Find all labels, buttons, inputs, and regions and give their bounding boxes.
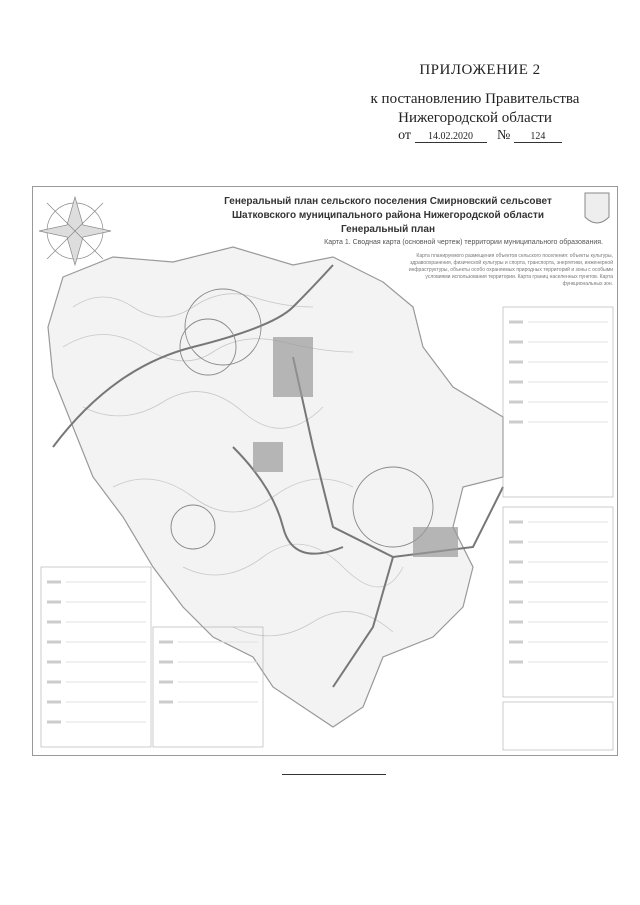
reference-line-1: к постановлению Правительства	[370, 91, 580, 107]
general-plan-map	[32, 186, 618, 756]
map-description: Карта планируемого размещения объектов сельского поселения: объекты культуры, здравоохранения, физической культуры и спорта, транспорта, энергетики, инженерной инфраструктуры, объекты особо охраняемых природных территорий и зоны с особыми условиями использования территории. Карта границ населенных пунктов. Карта функциональных зон.	[408, 253, 613, 287]
map-title-line-2: Шатковского муниципального района Нижегородской области	[232, 210, 544, 221]
appendix-reference	[350, 90, 600, 128]
compass-rose-icon	[39, 197, 111, 265]
number-label: №	[497, 128, 511, 143]
map-subtitle: Карта 1. Сводная карта (основной чертеж) территории муниципального образования.	[324, 239, 603, 246]
map-drawing	[33, 187, 617, 755]
document-date: 14.02.2020	[415, 131, 487, 143]
map-title-line-3: Генеральный план	[341, 224, 435, 235]
reference-line-2: Нижегородской области	[398, 110, 552, 126]
map-title-line-1: Генеральный план сельского поселения Смирновский сельсовет	[224, 196, 552, 207]
document-number: 124	[514, 131, 562, 143]
emblem-icon	[585, 193, 609, 223]
date-number-line	[380, 128, 580, 144]
appendix-heading: ПРИЛОЖЕНИЕ 2	[419, 62, 541, 78]
from-label: от	[398, 128, 412, 143]
bottom-rule	[282, 774, 386, 775]
